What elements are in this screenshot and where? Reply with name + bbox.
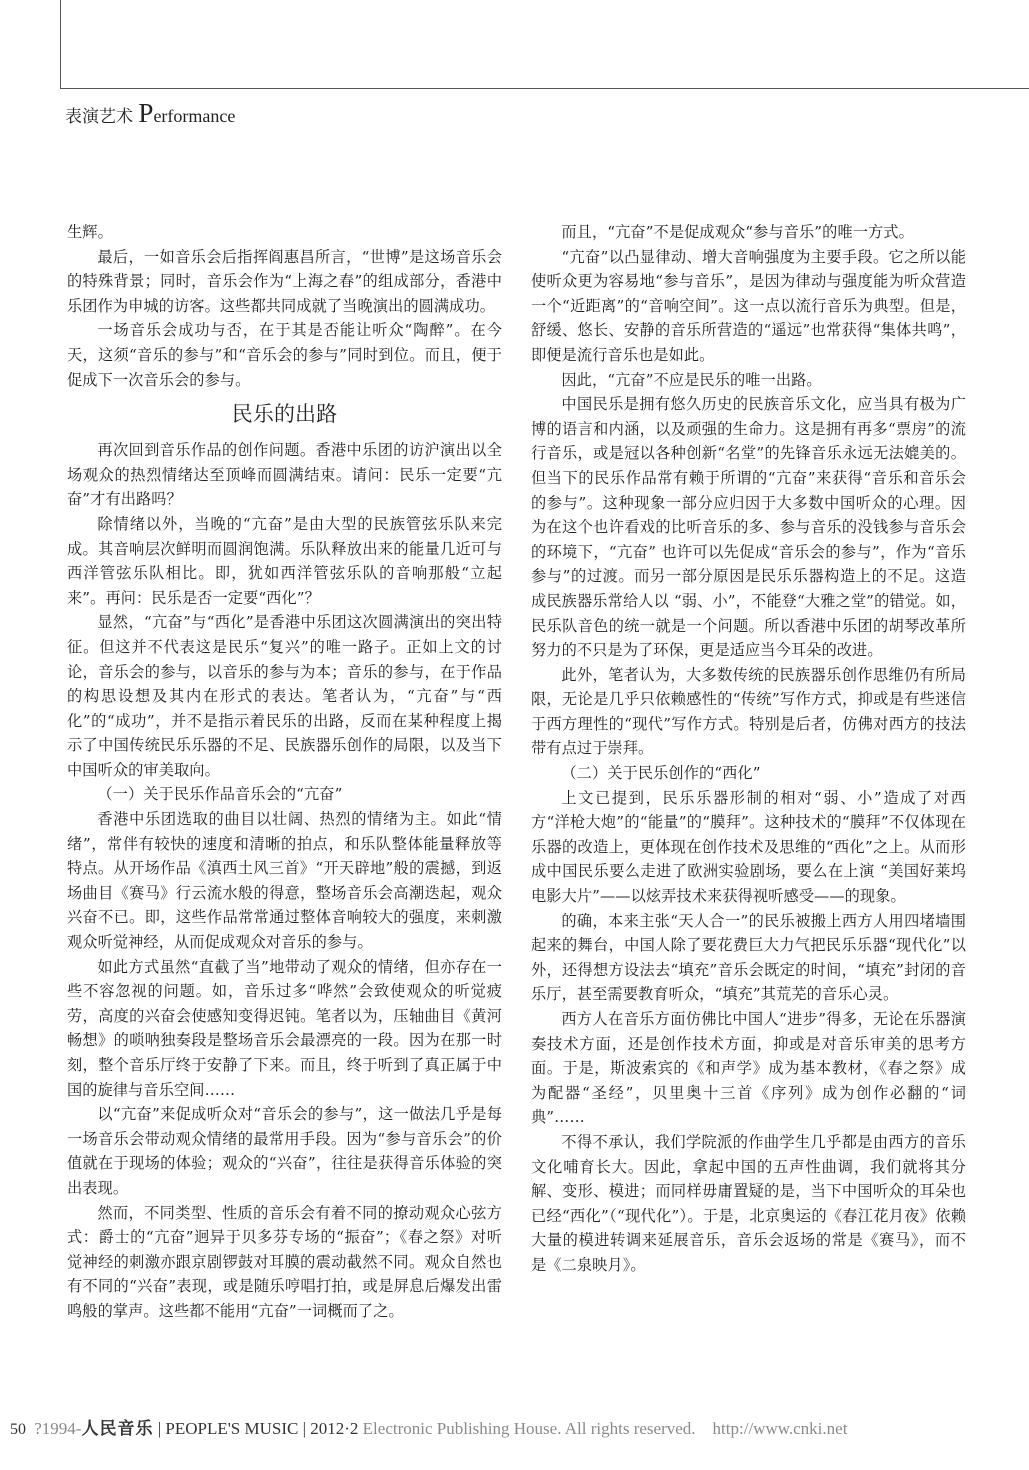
paragraph: 西方人在音乐方面仿佛比中国人“进步”得多，无论在乐器演奏技术方面，还是创作技术方面，抑或是对音乐审美的思考方面。于是，斯波索宾的《和声学》成为基本教材，《春之祭》成为配器“圣经”，贝里奥十三首《序列》成为创作必翻的“词典”…… — [531, 1010, 966, 1127]
publisher-notice: Electronic Publishing House. All rights reserved. — [362, 1419, 696, 1438]
paragraph: 中国民乐是拥有悠久历史的民族音乐文化，应当具有极为广博的语言和内涵，以及顽强的生命力。这是拥有再多“票房”的流行音乐，或是冠以各种创新“名堂”的先锋音乐永远无法媲美的。但当下的民乐作品常有赖于所谓的“亢奋”来获得“音乐和音乐会的参与”。这种现象一部分应归因于大多数中国听众的心理。因为在这个也许看戏的比听音乐的多、参与音乐的没钱参与音乐会的环境下，“亢奋” 也许可以先促成“音乐会的参与”，作为“音乐参与”的过渡。而另一部分原因是民乐乐器构造上的不足。这造成民族器乐常给人以 “弱、小”，不能登“大雅之堂”的错觉。如，民乐队音色的统一就是一个问题。所以香港中乐团的胡琴改革所努力的不只是为了环保，更是适应当今耳朵的改进。 — [531, 395, 966, 660]
paragraph: 最后，一如音乐会后指挥阎惠昌所言，“世博”是这场音乐会的特殊背景；同时，音乐会作为“上海之春”的组成部分，香港中乐团作为申城的访客。这些都共同成就了当晚演出的圆满成功。 — [67, 247, 502, 315]
footer-separator: | — [302, 1419, 306, 1438]
issue-number: 2012·2 — [310, 1419, 359, 1438]
paragraph: 此外，笔者认为，大多数传统的民族器乐创作思维仍有所局限，无论是几乎只依赖感性的“传统”写作方式，抑或是有些迷信于西方理性的“现代”写作方式。特别是后者，仿佛对西方的技法带有点过于崇拜。 — [531, 665, 966, 758]
paragraph: 生辉。 — [67, 223, 113, 241]
section-title-en-initial: P — [138, 98, 154, 128]
paragraph: 以“亢奋”来促成听众对“音乐会的参与”，这一做法几乎是每一场音乐会带动观众情绪的最常用手段。因为“参与音乐会”的价值就在于现场的体验；观众的“兴奋”，往往是获得音乐体验的突出表现。 — [67, 1105, 502, 1197]
paragraph: “亢奋”以凸显律动、增大音响强度为主要手段。它之所以能使听众更为容易地“参与音乐”，是因为律动与强度能为听众营造一个“近距离”的“音响空间”。这一点以流行音乐为典型。但是，舒缓、悠长、安静的音乐所营造的“遥远”也常获得“集体共鸣”，即便是流行音乐也是如此。 — [531, 247, 966, 364]
page-footer — [10, 1414, 1020, 1439]
footer-separator: | — [157, 1419, 162, 1438]
frame-vertical-rule — [60, 0, 61, 88]
page-number: 50 — [10, 1421, 26, 1438]
paragraph: 再次回到音乐作品的创作问题。香港中乐团的访沪演出以全场观众的热烈情绪达至顶峰而圆满结束。请问：民乐一定要“亢奋”才有出路吗？ — [67, 441, 502, 509]
left-column — [67, 220, 502, 1324]
paragraph: 而且，“亢奋”不是促成观众“参与音乐”的唯一方式。 — [561, 223, 914, 241]
paragraph: 然而，不同类型、性质的音乐会有着不同的撩动观众心弦方式：爵士的“亢奋”迥异于贝多芬专场的“振奋”；《春之祭》对听觉神经的刺激亦跟京剧锣鼓对耳膜的震动截然不同。观众自然也有不同的“兴奋”表现，或是随乐哼唱打拍，或是屏息后爆发出雷鸣般的掌声。这些都不能用“亢奋”一词概而了之。 — [67, 1203, 502, 1320]
paragraph: 香港中乐团选取的曲目以壮阔、热烈的情绪为主。如此“情绪”，常伴有较快的速度和清晰的拍点，和乐队整体能量释放等特点。从开场作品《滇西土风三首》“开天辟地”般的震撼，到返场曲目《赛马》行云流水般的得意，整场音乐会高潮迭起，观众兴奋不已。即，这些作品常常通过整体音响较大的强度，来刺激观众听觉神经，从而促成观众对音乐的参与。 — [67, 810, 502, 952]
section-title-en — [138, 98, 236, 128]
paragraph: 的确，本来主张“天人合一”的民乐被搬上西方人用四堵墙围起来的舞台，中国人除了要花费巨大力气把民乐乐器“现代化”以外，还得想方设法去“填充”音乐会既定的时间，“填充”封闭的音乐厅，甚至需要教育听众，“填充”其荒芜的音乐心灵。 — [531, 911, 966, 1004]
copyright-prefix: ?1994- — [34, 1419, 82, 1438]
paragraph: 因此，“亢奋”不应是民乐的唯一出路。 — [561, 370, 822, 389]
section-heading: 民乐的出路 — [231, 402, 338, 427]
right-column — [531, 220, 966, 1278]
subsection-heading: （一）关于民乐作品音乐会的“亢奋” — [97, 785, 343, 804]
frame-horizontal-rule — [60, 88, 1029, 89]
paragraph: 上文已提到，民乐乐器形制的相对“弱、小”造成了对西方“洋枪大炮”的“能量”的“膜拜”。这种技术的“膜拜”不仅体现在乐器的改造上，更体现在创作技术及思维的“西化”之上。从而形成中国民乐要么走进了欧洲实验剧场，要么在上演 “美国好莱坞电影大片”——以炫弄技术来获得视听感受——的现象。 — [531, 788, 966, 906]
paragraph: 一场音乐会成功与否，在于其是否能让听众“陶醉”。在今天，这须“音乐的参与”和“音乐会的参与”同时到位。而且，便于促成下一次音乐会的参与。 — [67, 321, 502, 389]
footer-url: http://www.cnki.net — [712, 1419, 848, 1438]
magazine-title-cn: 人民音乐 — [81, 1419, 154, 1438]
paragraph: 显然，“亢奋”与“西化”是香港中乐团这次圆满演出的突出特征。但这并不代表这是民乐“复兴”的唯一路子。正如上文的讨论，音乐会的参与，以音乐的参与为本；音乐的参与，在于作品的构思设想及其内在形式的表达。笔者认为，“亢奋”与“西化”的“成功”，并不是指示着民乐的出路，反而在某种程度上揭示了中国传统民乐乐器的不足、民族器乐创作的局限，以及当下中国听众的审美取向。 — [67, 613, 502, 779]
paragraph: 不得不承认，我们学院派的作曲学生几乎都是由西方的音乐文化哺育长大。因此，拿起中国的五声性曲调，我们就将其分解、变形、模进；而同样毋庸置疑的是，当下中国听众的耳朵也已经“西化”（“现代化”）。于是，北京奥运的《春江花月夜》依赖大量的模进转调来延展音乐，音乐会返场的常是《赛马》，而不是《二泉映月》。 — [531, 1132, 966, 1274]
section-header — [65, 98, 235, 129]
magazine-title-en: PEOPLE'S MUSIC — [165, 1419, 299, 1438]
section-title-cn: 表演艺术 — [65, 107, 133, 127]
paragraph: 如此方式虽然“直截了当”地带动了观众的情绪，但亦存在一些不容忽视的问题。如，音乐过多“哗然”会致使观众的听觉疲劳，高度的兴奋会使感知变得迟钝。笔者以为，压轴曲目《黄河畅想》的唢呐独奏段是整场音乐会最漂亮的一段。因为在那一时刻，整个音乐厅终于安静了下来。而且，终于听到了真正属于中国的旋律与音乐空间…… — [67, 957, 502, 1099]
subsection-heading: （二）关于民乐创作的“西化” — [561, 764, 761, 783]
paragraph: 除情绪以外，当晚的“亢奋”是由大型的民族管弦乐队来完成。其音响层次鲜明而圆润饱满。乐队释放出来的能量几近可与西洋管弦乐队相比。即，犹如西洋管弦乐队的音响那般“立起来”。再问：民乐是否一定要“西化”？ — [67, 514, 502, 607]
section-title-en-rest: erformance — [153, 106, 236, 126]
